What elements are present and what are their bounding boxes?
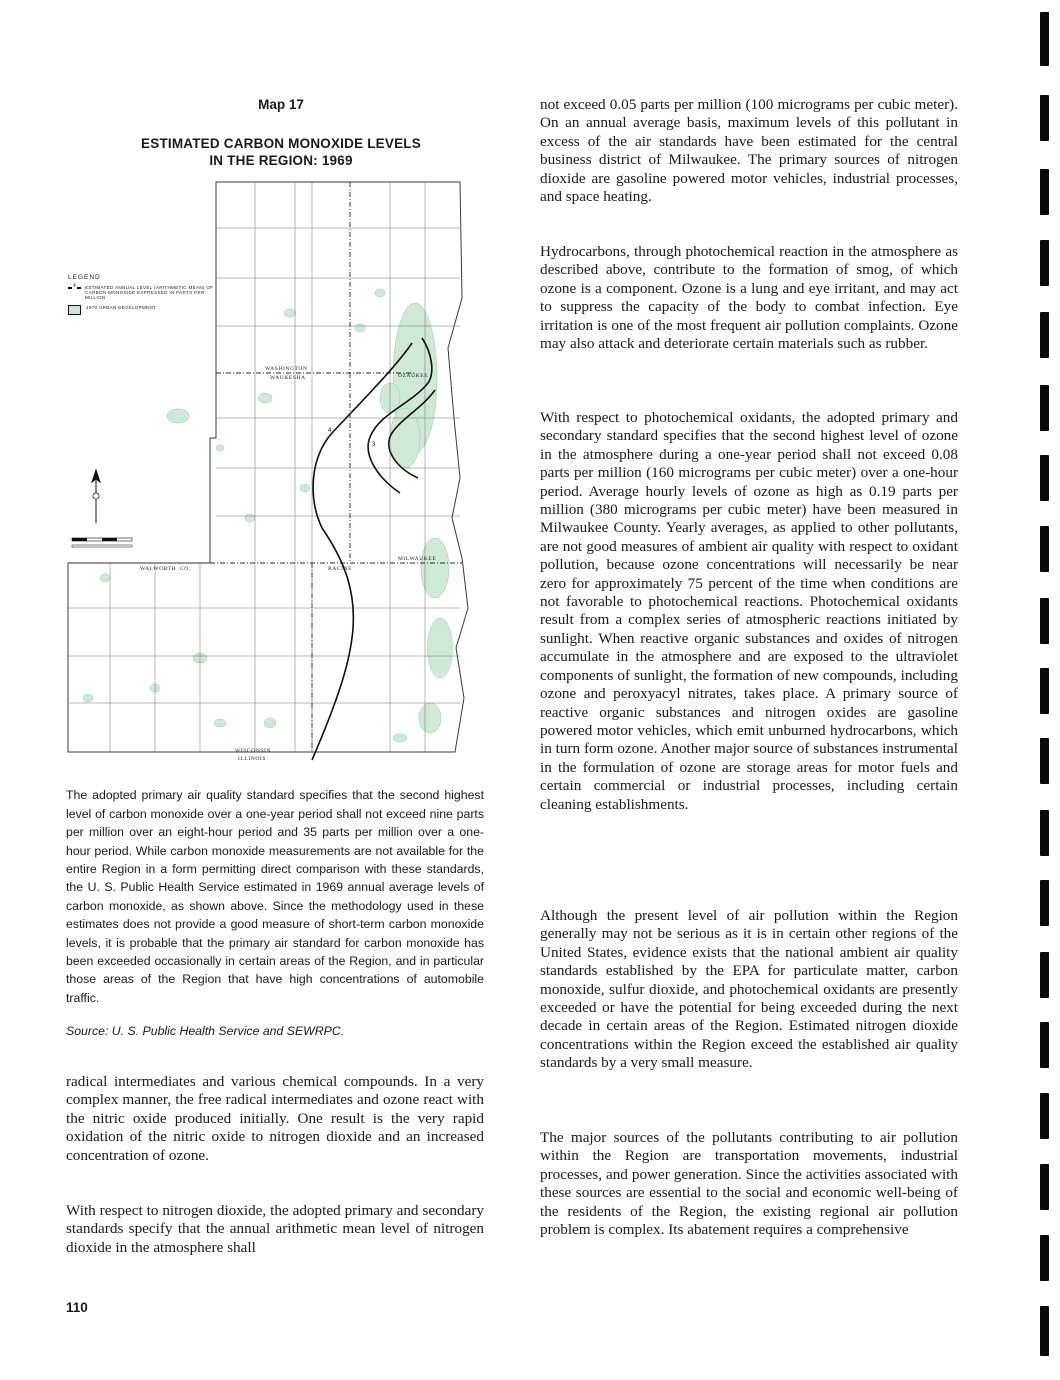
binding-mark	[1040, 1093, 1049, 1139]
body-paragraph-right-4: Although the present level of air pollution within the Region generally may not be serious as it is in certain other regions of the United States, evidence exists that the national ambient air quality standards established by the EPA for particulate matter, carbon monoxide, sulfur dioxide, and photochemical oxidants are presently exceeded or have the potential for being exceeded during the next decade in certain areas of the Region. Estimated nitrogen dioxide concentrations within the Region exceed the established air quality standards by a very small measure.	[540, 907, 958, 1072]
urban-area	[83, 694, 93, 702]
binding-mark	[1040, 312, 1049, 358]
county-label-milwaukee: MILWAUKEE	[398, 556, 437, 562]
urban-area	[100, 574, 110, 582]
urban-area	[284, 309, 296, 317]
urban-area	[214, 719, 226, 727]
county-label-waukesha: WAUKESHA	[270, 375, 306, 381]
urban-development-areas	[83, 289, 453, 742]
binding-mark	[1040, 385, 1049, 431]
region-map	[60, 178, 470, 763]
legend-item-urban	[68, 305, 218, 315]
urban-area	[245, 514, 255, 522]
body-paragraph-right-3: With respect to photochemical oxidants, the adopted primary and secondary standard specifies that the second highest level of ozone in the atmosphere during a one-year period shall not exceed 0.08 parts per million (160 micrograms per cubic meter) over a one-hour period. Average hourly levels of ozone as high as 0.19 parts per million (380 micrograms per cubic meter) have been measured in Milwaukee County. Yearly averages, as applied to other pollutants, are not good measures of ambient air quality with respect to oxidant pollution, because ozone concentrations will necessarily be near zero for approximately 75 percent of the time when conditions are not favorable to photochemical reactions. Photochemical oxidants result from a complex series of atmospheric reactions initiated by sunlight. When reactive organic substances and oxides of nitrogen accumulate in the atmosphere and are exposed to the ultraviolet components of sunlight, the formation of new compounds, including ozone and peroxyacyl nitrates, takes place. A primary source of reactive organic substances and nitrogen oxides are gasoline powered motor vehicles, which emit unburned hydrocarbons, which in turn form ozone. Another major source of substances instrumental in the formulation of ozone are storage areas for motor fuels and certain commercial or industrial processes, including certain cleaning establishments.	[540, 409, 958, 813]
binding-mark	[1040, 810, 1049, 856]
urban-area	[258, 393, 272, 403]
urban-area	[264, 718, 276, 728]
county-label-washington: WASHINGTON	[265, 366, 308, 372]
urban-swatch-icon	[68, 305, 81, 315]
county-label-walworth: WALWORTH	[140, 566, 177, 572]
binding-mark	[1040, 668, 1049, 714]
map-title	[66, 135, 496, 169]
map-title-line-2: IN THE REGION: 1969	[209, 153, 353, 168]
legend-title: LEGEND	[68, 274, 101, 281]
legend-urban-text: 1970 URBAN DEVELOPMENT	[86, 304, 157, 310]
contour-label-4: 4	[328, 428, 332, 434]
binding-mark	[1040, 738, 1049, 784]
binding-mark	[1040, 169, 1049, 215]
urban-area	[419, 703, 441, 733]
urban-area	[393, 734, 407, 742]
urban-area	[167, 409, 189, 423]
urban-area	[216, 445, 224, 451]
map-label: Map 17	[258, 97, 304, 112]
body-paragraph-left-2: With respect to nitrogen dioxide, the adopted primary and secondary standards specify that the annual arithmetic mean level of nitrogen dioxide in the atmosphere shall	[66, 1202, 484, 1256]
body-paragraph-right-1: not exceed 0.05 parts per million (100 micrograms per cubic meter). On an annual average basis, maximum levels of this pollutant in excess of the air standards have been estimated for the central business district of Milwaukee. The primary sources of nitrogen dioxide are gasoline powered motor vehicles, industrial processes, and space heating.	[540, 96, 958, 206]
body-paragraph-right-2: Hydrocarbons, through photochemical reaction in the atmosphere as described above, contribute to the formation of smog, of which ozone is a component. Ozone is a lung and eye irritant, and may act to suppress the capacity of the body to combat infection. Eye irritation is one of the most frequent air pollution complaints. Ozone may also attack and deteriorate certain materials such as rubber.	[540, 243, 958, 353]
urban-area	[428, 618, 453, 678]
binding-mark	[1040, 598, 1049, 644]
contour-line-icon	[68, 283, 81, 289]
scale-bar-icon	[72, 538, 132, 547]
contour-label-3: 3	[372, 442, 376, 448]
binding-mark	[1040, 952, 1049, 998]
map-source: Source: U. S. Public Health Service and SEWRPC.	[66, 1024, 345, 1038]
legend-item-contour	[68, 285, 218, 301]
map-legend	[68, 274, 218, 319]
map-title-line-1: ESTIMATED CARBON MONOXIDE LEVELS	[141, 136, 421, 151]
county-label-racine: RACINE	[328, 566, 353, 572]
binding-mark	[1040, 1022, 1049, 1068]
binding-mark	[1040, 880, 1049, 926]
state-label-wisconsin: WISCONSIN	[235, 748, 271, 754]
binding-mark	[1040, 1164, 1049, 1210]
legend-contour-text: ESTIMATED ANNUAL LEVEL (ARITHMETIC MEAN) OF CARBON MONOXIDE EXPRESSED IN PARTS PER MILLION	[85, 285, 214, 301]
binding-mark	[1040, 95, 1049, 141]
binding-mark	[1040, 12, 1049, 66]
body-paragraph-left-1: radical intermediates and various chemical compounds. In a very complex manner, the free radical intermediates and ozone react with the nitric oxide produced initially. One result is the very rapid oxidation of the nitric oxide to nitrogen dioxide and an increased concentration of ozone.	[66, 1073, 484, 1164]
binding-mark	[1040, 1235, 1049, 1281]
county-label-co: CO.	[180, 566, 191, 572]
legend-contour-number: 4	[73, 283, 77, 289]
body-paragraph-right-5: The major sources of the pollutants contributing to air pollution within the Region are transportation movements, industrial processes, and power generation. Since the activities associated with these sources are essential to the social and economic well-being of the residents of the Region, the existing regional air pollution problem is complex. Its abatement requires a comprehensive	[540, 1129, 958, 1239]
map-caption: The adopted primary air quality standard specifies that the second highest level of carbon monoxide over a one-year period shall not exceed nine parts per million over an eight-hour period and 35 parts per million over a one-hour period. While carbon monoxide measurements are not available for the entire Region in a form permitting direct comparison with these standards, the U. S. Public Health Service estimated in 1969 annual average levels of carbon monoxide, as shown above. Since the methodology used in these estimates does not provide a good measure of short-term carbon monoxide levels, it is probable that the primary air standard for carbon monoxide has been exceeded occasionally in certain areas of the Region, and in particular those areas of the Region that have high concentrations of automobile traffic.	[66, 788, 484, 1005]
region-map-svg	[60, 178, 470, 763]
binding-mark	[1040, 240, 1049, 286]
binding-mark	[1040, 1306, 1049, 1356]
binding-mark	[1040, 526, 1049, 572]
north-arrow-icon	[92, 470, 100, 523]
urban-area	[300, 484, 310, 492]
binding-mark	[1040, 455, 1049, 501]
urban-area	[375, 289, 385, 297]
county-label-ozaukee: OZAUKEE	[398, 373, 429, 379]
state-label-illinois: ILLINOIS	[238, 756, 267, 762]
urban-area	[355, 324, 365, 332]
page-number: 110	[66, 1300, 88, 1315]
